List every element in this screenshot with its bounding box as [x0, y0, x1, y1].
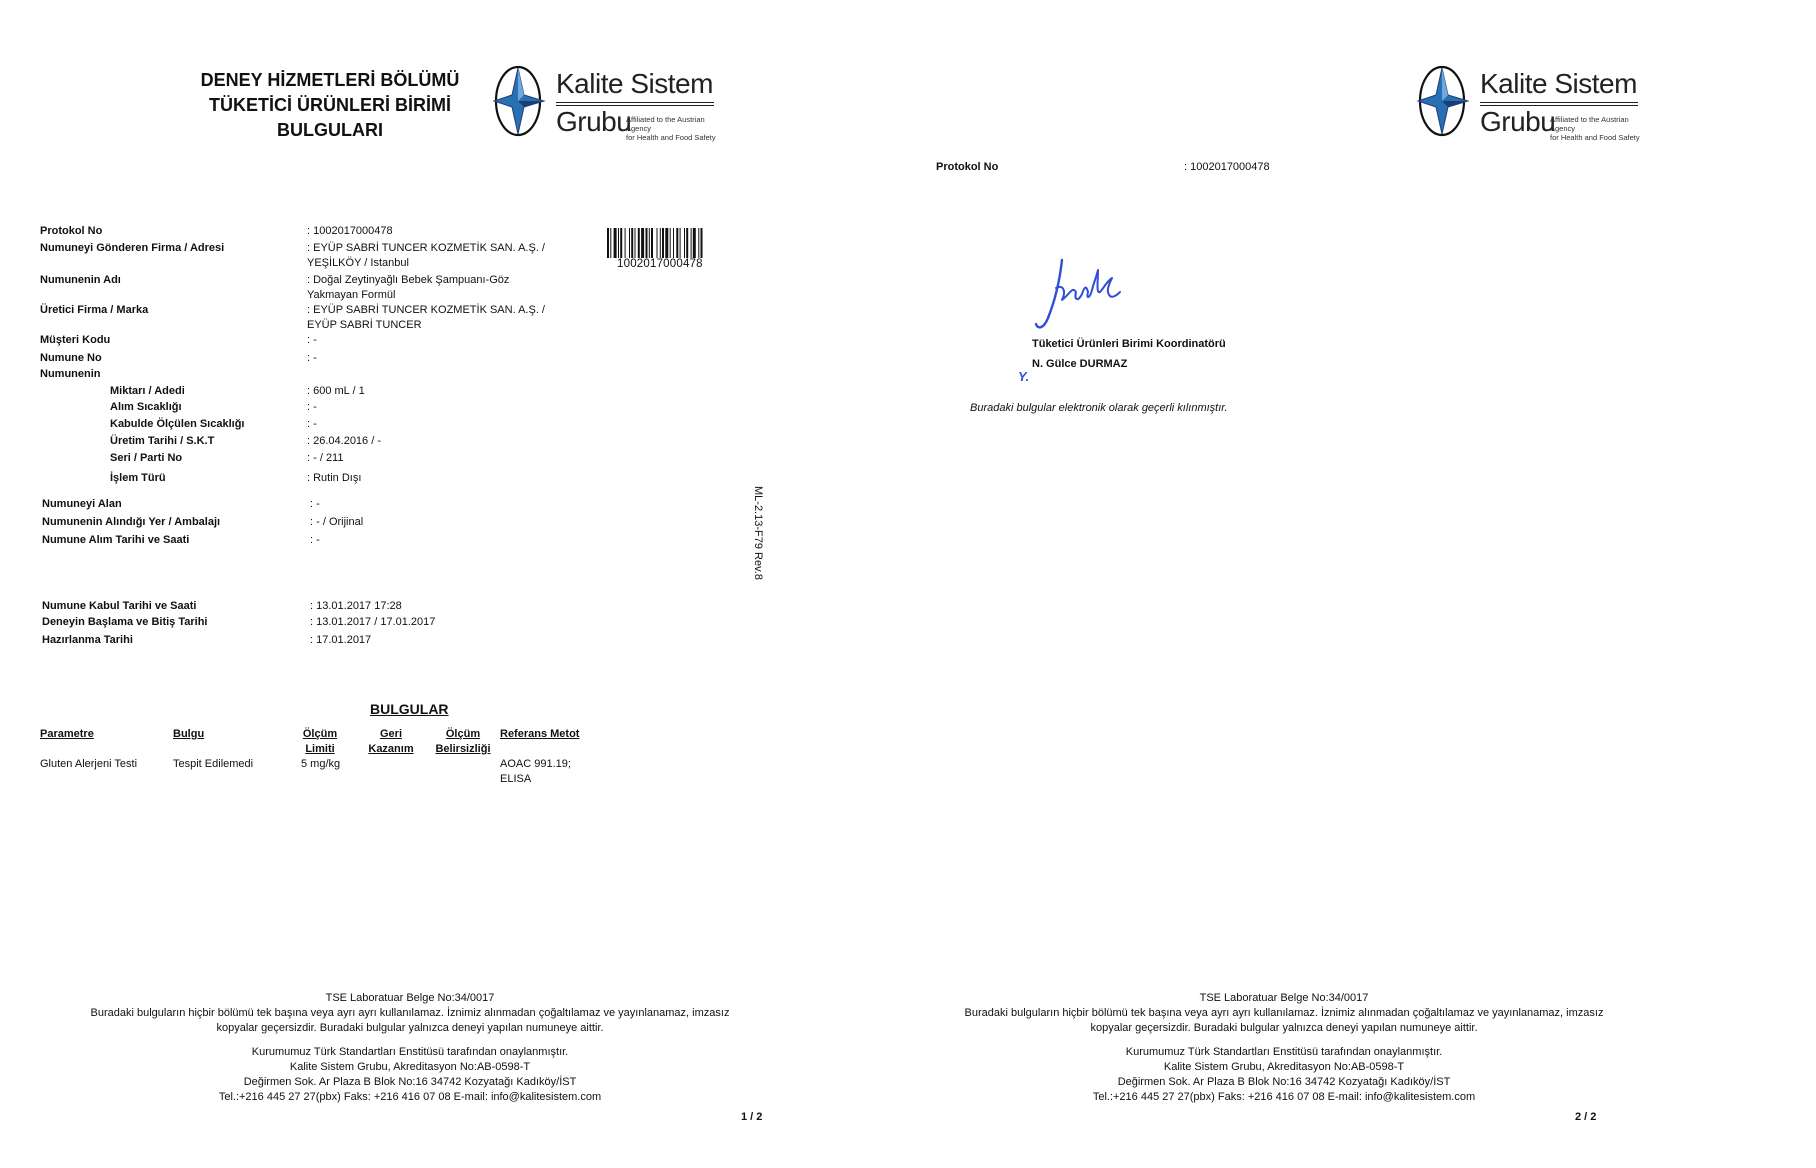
barcode-bar — [631, 228, 633, 258]
footer-page-2 — [914, 991, 1654, 1105]
sub-field-value: : - — [307, 418, 317, 430]
barcode-bar — [607, 228, 609, 258]
sub-field-value: : - — [307, 401, 317, 413]
field-value: : Doğal Zeytinyağlı Bebek Şampuanı-Göz — [307, 274, 510, 286]
barcode-bar — [641, 228, 644, 258]
logo-rule — [556, 102, 714, 103]
col-header-parametre: Parametre — [40, 728, 94, 740]
protokol-label: Protokol No — [936, 161, 999, 173]
sub-field-label: Üretim Tarihi / S.K.T — [110, 435, 215, 447]
barcode-bar — [614, 228, 617, 258]
footer-spacer — [40, 1036, 780, 1045]
barcode-bar — [684, 228, 685, 258]
logo-affiliation-2: for Health and Food Safety — [626, 133, 716, 142]
intake-field-value: : - — [310, 498, 320, 510]
barcode-bar — [618, 228, 619, 258]
field-label: Üretici Firma / Marka — [40, 304, 149, 316]
field-label: Müşteri Kodu — [40, 334, 111, 346]
logo-affiliation — [1550, 115, 1640, 142]
sub-field-label: Alım Sıcaklığı — [110, 401, 182, 413]
barcode-bar — [638, 228, 640, 258]
logo-line-2: Grubu — [1480, 106, 1556, 137]
logo-affiliation-1: Affiliated to the Austrian Agency — [1550, 115, 1629, 133]
page-number: 2 / 2 — [1575, 1111, 1597, 1123]
barcode-bar — [680, 228, 681, 258]
footer-line-4: Kurumumuz Türk Standartları Enstitüsü tarafından onaylanmıştır. — [1125, 1046, 1443, 1058]
title-line-1: DENEY HİZMETLERİ BÖLÜMÜ — [200, 70, 460, 90]
barcode-bar — [676, 228, 678, 258]
field-value: : 1002017000478 — [307, 225, 393, 237]
barcode-bar — [701, 228, 703, 258]
sub-field-label: Kabulde Ölçülen Sıcaklığı — [110, 418, 245, 430]
intake-field-value: : - / Orijinal — [310, 516, 364, 528]
barcode-bar — [673, 228, 674, 258]
date-field-value: : 13.01.2017 17:28 — [310, 600, 402, 612]
col-header-olcum-limiti — [295, 727, 345, 757]
date-field-label: Deneyin Başlama ve Bitiş Tarihi — [42, 616, 208, 628]
field-label: Numuneyi Gönderen Firma / Adresi — [40, 242, 225, 254]
logo-line-1: Kalite Sistem — [556, 68, 713, 99]
footer-line-3: kopyalar geçersizdir. Buradaki bulgular yalnızca deneyi yapılan numuneye aittir. — [1090, 1022, 1478, 1034]
sub-field-label: Miktarı / Adedi — [110, 385, 185, 397]
field-value: : - — [307, 352, 317, 364]
footer-page-1 — [40, 991, 780, 1105]
date-field-value: : 17.01.2017 — [310, 634, 372, 646]
initial-mark: Y. — [1018, 369, 1030, 384]
field-label: Numunenin — [40, 368, 101, 380]
cell-bulgu: Tespit Edilemedi — [173, 758, 254, 770]
barcode-image — [607, 228, 739, 258]
signature-icon — [1026, 248, 1126, 338]
footer-line-3: kopyalar geçersizdir. Buradaki bulgular yalnızca deneyi yapılan numuneye aittir. — [216, 1022, 604, 1034]
date-field-value: : 13.01.2017 / 17.01.2017 — [310, 616, 436, 628]
col-header-olcum-belirsizligi-1: Ölçüm — [445, 728, 481, 740]
footer-line-2: Buradaki bulguların hiçbir bölümü tek başına veya ayrı ayrı kullanılamaz. İznimiz alınmadan çoğaltılamaz ve yayınlanamaz, imzasız — [964, 1007, 1604, 1019]
barcode-bar — [665, 228, 668, 258]
col-header-olcum-belirsizligi — [432, 727, 494, 757]
col-header-bulgu: Bulgu — [173, 728, 205, 740]
barcode-bar — [651, 228, 653, 258]
title-line-3: BULGULARI — [277, 120, 383, 140]
cell-parametre: Gluten Alerjeni Testi — [40, 758, 138, 770]
report-title — [180, 68, 480, 143]
protokol-value: : 1002017000478 — [1184, 161, 1270, 173]
sub-field-label: İşlem Türü — [110, 472, 166, 484]
barcode-bar — [657, 228, 658, 258]
logo-affiliation — [626, 115, 716, 142]
logo-line-1: Kalite Sistem — [1480, 68, 1637, 99]
sub-field-value: : 26.04.2016 / - — [307, 435, 381, 447]
field-value: : EYÜP SABRİ TUNCER KOZMETİK SAN. A.Ş. / — [307, 242, 545, 254]
barcode-bar — [691, 228, 692, 258]
footer-line-1: TSE Laboratuar Belge No:34/0017 — [1199, 992, 1369, 1004]
barcode-bar — [670, 228, 671, 258]
col-header-geri-kazanim — [363, 727, 419, 757]
intake-field-label: Numuneyi Alan — [42, 498, 122, 510]
logo-line-2: Grubu — [556, 106, 632, 137]
footer-line-7: Tel.:+216 445 27 27(pbx) Faks: +216 416 07 08 E-mail: info@kalitesistem.com — [218, 1091, 602, 1103]
cell-referans-1: AOAC 991.19; — [500, 758, 571, 770]
barcode-bar — [646, 228, 648, 258]
kalite-sistem-logo — [1416, 64, 1638, 144]
field-value-cont: Yakmayan Formül — [307, 289, 396, 301]
report-page-2 — [908, 0, 1816, 1168]
sub-field-value: : - / 211 — [307, 452, 344, 464]
date-field-label: Numune Kabul Tarihi ve Saati — [42, 600, 197, 612]
footer-line-5: Kalite Sistem Grubu, Akreditasyon No:AB-0598-T — [1163, 1061, 1405, 1073]
barcode-bar — [620, 228, 622, 258]
field-value-cont: YEŞİLKÖY / Istanbul — [307, 257, 409, 269]
field-value-cont: EYÜP SABRİ TUNCER — [307, 319, 422, 331]
barcode-bar — [693, 228, 696, 258]
field-label: Numune No — [40, 352, 102, 364]
col-header-geri-kazanim-1: Geri — [379, 728, 402, 740]
signer-name: N. Gülce DURMAZ — [1032, 358, 1128, 370]
electronic-validity-note: Buradaki bulgular elektronik olarak geçerli kılınmıştır. — [970, 402, 1228, 414]
page-number: 1 / 2 — [741, 1111, 763, 1123]
logo-rule — [1480, 102, 1638, 103]
footer-spacer — [914, 1036, 1654, 1045]
field-value: : - — [307, 334, 317, 346]
sub-field-label: Seri / Parti No — [110, 452, 183, 464]
footer-line-2: Buradaki bulguların hiçbir bölümü tek başına veya ayrı ayrı kullanılamaz. İznimiz alınmadan çoğaltılamaz ve yayınlanamaz, imzasız — [90, 1007, 730, 1019]
col-header-referans-metot: Referans Metot — [500, 728, 580, 740]
barcode-bar — [635, 228, 636, 258]
document-code-vertical: ML-2.13-F79 Rev.8 — [752, 486, 764, 580]
barcode-number: 1002017000478 — [617, 258, 703, 270]
sub-field-value: : Rutin Dışı — [307, 472, 362, 484]
field-value: : EYÜP SABRİ TUNCER KOZMETİK SAN. A.Ş. / — [307, 304, 545, 316]
signer-title: Tüketici Ürünleri Birimi Koordinatörü — [1032, 338, 1226, 350]
footer-line-1: TSE Laboratuar Belge No:34/0017 — [325, 992, 495, 1004]
barcode-bar — [610, 228, 611, 258]
footer-line-5: Kalite Sistem Grubu, Akreditasyon No:AB-0598-T — [289, 1061, 531, 1073]
intake-field-label: Numunenin Alındığı Yer / Ambalajı — [42, 516, 221, 528]
barcode-bar — [660, 228, 661, 258]
intake-field-label: Numune Alım Tarihi ve Saati — [42, 534, 190, 546]
four-point-star-logo-icon — [492, 64, 548, 138]
barcode-bar — [629, 228, 630, 258]
footer-line-4: Kurumumuz Türk Standartları Enstitüsü tarafından onaylanmıştır. — [251, 1046, 569, 1058]
col-header-geri-kazanim-2: Kazanım — [368, 743, 414, 755]
sub-field-value: : 600 mL / 1 — [307, 385, 365, 397]
barcode-bar — [662, 228, 664, 258]
footer-line-6: Değirmen Sok. Ar Plaza B Blok No:16 34742 Kozyatağı Kadıköy/İST — [243, 1076, 577, 1088]
cell-olcum-limiti: 5 mg/kg — [301, 758, 341, 770]
footer-line-7: Tel.:+216 445 27 27(pbx) Faks: +216 416 07 08 E-mail: info@kalitesistem.com — [1092, 1091, 1476, 1103]
footer-line-6: Değirmen Sok. Ar Plaza B Blok No:16 34742 Kozyatağı Kadıköy/İST — [1117, 1076, 1451, 1088]
results-title: BULGULAR — [370, 701, 449, 717]
col-header-olcum-limiti-2: Limiti — [305, 743, 335, 755]
kalite-sistem-logo — [492, 64, 714, 144]
four-point-star-logo-icon — [1416, 64, 1472, 138]
field-label: Protokol No — [40, 225, 103, 237]
intake-field-value: : - — [310, 534, 320, 546]
barcode-bar — [649, 228, 650, 258]
barcode-bar — [698, 228, 699, 258]
barcode-bar — [625, 228, 626, 258]
col-header-olcum-belirsizligi-2: Belirsizliği — [435, 743, 491, 755]
field-label: Numunenin Adı — [40, 274, 121, 286]
logo-affiliation-1: Affiliated to the Austrian Agency — [626, 115, 705, 133]
barcode-bar — [686, 228, 688, 258]
date-field-label: Hazırlanma Tarihi — [42, 634, 133, 646]
title-line-2: TÜKETİCİ ÜRÜNLERİ BİRİMİ — [209, 95, 451, 115]
col-header-olcum-limiti-1: Ölçüm — [302, 728, 338, 740]
logo-affiliation-2: for Health and Food Safety — [1550, 133, 1640, 142]
cell-referans-2: ELISA — [500, 773, 532, 785]
